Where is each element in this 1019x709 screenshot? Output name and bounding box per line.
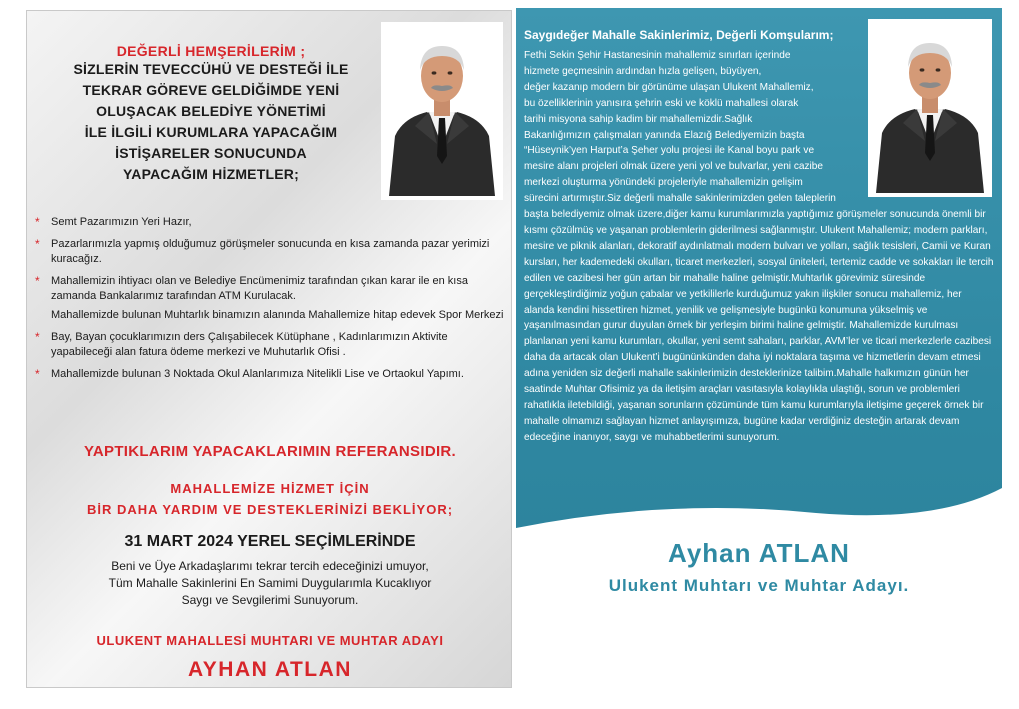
star-bullet-icon: * <box>35 237 40 251</box>
closing-message <box>27 558 512 609</box>
closing-line: Saygı ve Sevgilerimi Sunuyorum. <box>181 593 359 607</box>
list-item <box>35 215 505 230</box>
body-line: Fethi Sekin Şehir Hastanesinin mahallemiz sınırları içerinde <box>524 50 791 61</box>
candidate-photo-left <box>381 22 503 200</box>
left-heading-line: İSTİŞARELER SONUCUNDA <box>115 145 307 161</box>
left-heading-line: OLUŞACAK BELEDİYE YÖNETİMİ <box>96 103 326 119</box>
body-line: Bakanlığımızın çalışmaları yanında Elazığ Belediyemizin başta <box>524 129 805 141</box>
list-item-text: Mahallemizde bulunan 3 Noktada Okul Alanlarımıza Nitelikli Lise ve Ortaokul Yapımı. <box>51 368 464 380</box>
right-greeting: Saygıdeğer Mahalle Sakinlerimiz, Değerli Komşularım; <box>524 28 834 42</box>
star-bullet-icon: * <box>35 330 40 344</box>
support-line: MAHALLEMİZE HİZMET İÇİN <box>170 481 370 496</box>
promise-list <box>35 215 505 389</box>
candidate-role: ULUKENT MAHALLESİ MUHTARI VE MUHTAR ADAYI <box>96 633 444 648</box>
star-bullet-icon: * <box>35 367 40 381</box>
support-request <box>27 478 512 520</box>
body-line: bu özelliklerinin yanısıra şehrin eski ve köklü mahallesi olarak <box>524 97 799 109</box>
list-item <box>35 274 505 304</box>
left-flyer <box>26 10 512 688</box>
left-heading-line: İLE İLGİLİ KURUMLARA YAPACAĞIM <box>84 124 338 140</box>
support-line: BİR DAHA YARDIM VE DESTEKLERİNİZİ BEKLİYOR; <box>86 502 454 517</box>
candidate-portrait-image <box>385 26 499 196</box>
body-line: merkezi oluşturma yönündeki projeleriyle mahallemizin gelişim <box>524 177 803 189</box>
candidate-name: AYHAN ATLAN <box>188 658 352 681</box>
list-item <box>35 330 505 360</box>
letter-body <box>524 48 994 446</box>
list-item-text: Pazarlarımızla yapmış olduğumuz görüşmeler sonucunda en kısa zamanda pazar yerimizi kuracağız. <box>51 238 490 265</box>
body-line: “Hüseynik’yen Harput’a Şeher yolu projesi ile Kanal boyu park ve <box>524 145 815 157</box>
list-item-text: Semt Pazarımızın Yeri Hazır, <box>51 216 192 228</box>
left-heading-line: SİZLERİN TEVECCÜHÜ VE DESTEĞİ İLE <box>73 61 349 77</box>
election-date: 31 MART 2024 YEREL SEÇİMLERİNDE <box>124 533 416 550</box>
body-line: tarihi misyona sahip kadim bir mahallemizdir.Sağlık <box>524 113 753 125</box>
list-item <box>35 237 505 267</box>
body-line: mesire alanı projeleri olmak üzere yeni yol ve bulvarlar, yeni cazibe <box>524 161 824 173</box>
closing-line: Tüm Mahalle Sakinlerini En Samimi Duygularımla Kucaklıyor <box>108 576 432 590</box>
left-heading-line: YAPACAĞIM HİZMETLER; <box>123 166 299 182</box>
list-item-text: Mahallemizin ihtiyacı olan ve Belediye Encümenimiz tarafından çıkan karar ile en kısa zamanda Bankalarımız tarafından ATM Kurulacak. <box>51 275 468 302</box>
star-bullet-icon: * <box>35 274 40 288</box>
body-line: değer kazanıp modern bir görünüme ulaşan Ulukent Mahallemiz, <box>524 81 814 93</box>
candidate-name: Ayhan ATLAN <box>668 538 850 568</box>
right-flyer <box>516 8 1002 690</box>
list-item <box>35 367 505 382</box>
body-line: hizmete geçmesinin ardından hızla gelişen, büyüyen, <box>524 65 762 77</box>
body-paragraph: başta belediyemiz olmak üzere,diğer kamu kurumlarımızla yaptığımız görüşmeler sonucunda önemli bir kısmı çözülmüş ve yaşanan problemlerin giderilmesi sağlanmıştır. Ulukent Mahallemiz; modern parkları, mesire ve piknik alanları, dekoratif aydınlatmalı modern bulvarı ve yolları, sağlık tesisleri, Camii ve Kuran kursları, her kademedeki okulları, ticaret merkezleri, sosyal üniteleri, tertemiz cadde ve sokakları ile tercih edilen ve cazibesi her gün artan bir mahalle haline gelmiştir.Muhtarlık görevimiz süresinde gerçekleştirdiğimiz yoğun çabalar ve yetkililerle kurduğumuz yakın ilişkiler sonucu mahallemiz, her alanda kendini hissettiren hizmet, yenilik ve gelişmesiyle bugünkü konumuna yükselmiş ve yaşanılmasından gurur duyulan örnek bir yerleşim birimi haline gelmiştir. Mahallemizde kurulması planlanan yeni kamu kurumları, okullar, yeni semt sahaları, parklar, AVM’ler ve ticari merkezlerle cazibesi daha da artacak olan Ulukent’i bugününkünden daha iyi noktalara taşıma ve hizmetlerin devam etmesi adına yeniden siz değerli mahalle sakinlerimizin desteklerinize talibim.Mahalle halkımızın günün her saatinde Muhtar Ofisimiz ya da iletişim araçları vasıtasıyla kolaylıkla ulaştığı, sorun ve problemleri rahatlıkla iletebildiği, yaşanan sorunların çözümünde tüm kamu kurumlarıyla iletişime geçerek örnek bir mahalle olmamızı sağlayan hizmet anlayışımıza, bugüne kadar verdiğiniz desteğin artarak devam edeceğine inanıyor, saygı ve muhabbetlerimi sunuyorum. <box>524 209 994 443</box>
left-greeting: DEĞERLİ HEMŞERİLERİM ; <box>116 43 306 59</box>
left-heading <box>41 43 381 185</box>
candidate-role: Ulukent Muhtarı ve Muhtar Adayı. <box>608 576 910 595</box>
closing-line: Beni ve Üye Arkadaşlarımı tekrar tercih edeceğinizi umuyor, <box>111 559 429 573</box>
star-bullet-icon: * <box>35 215 40 229</box>
left-heading-line: TEKRAR GÖREVE GELDİĞİMDE YENİ <box>82 82 340 98</box>
list-item-continued: Mahallemizde bulunan Muhtarlık binamızın alanında Mahallemize hitap edevek Spor Merkezi <box>51 309 504 321</box>
body-line: sürecini artırmıştır.Siz değerli mahalle sakinlerimizden gelen taleplerin <box>524 193 836 205</box>
reference-slogan: YAPTIKLARIM YAPACAKLARIMIN REFERANSIDIR. <box>83 443 457 460</box>
list-item-text: Bay, Bayan çocuklarımızın ders Çalışabilecek Kütüphane , Kadınlarımızın Aktivite yapabileceği alan fatura ödeme merkezi ve Muhutarlık Ofisi . <box>51 331 448 358</box>
